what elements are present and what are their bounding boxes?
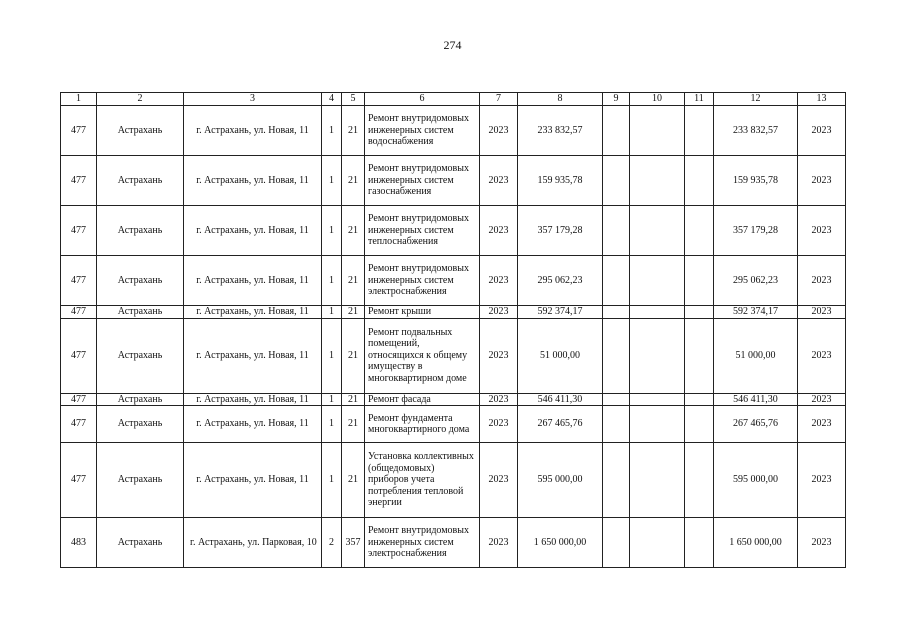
col10-cell [630, 206, 685, 256]
col5-cell: 21 [342, 318, 365, 393]
total-cost-cell: 592 374,17 [518, 306, 603, 319]
city-cell: Астрахань [97, 443, 184, 518]
city-cell: Астрахань [97, 406, 184, 443]
table-row [61, 318, 846, 393]
total-cost-cell: 295 062,23 [518, 256, 603, 306]
table-row [61, 443, 846, 518]
col11-cell [685, 518, 714, 568]
column-number: 2 [97, 93, 184, 106]
year-cell: 2023 [480, 206, 518, 256]
work-type-cell: Ремонт крыши [365, 306, 480, 319]
table-row [61, 106, 846, 156]
col12-cost-cell: 51 000,00 [714, 318, 798, 393]
column-number: 1 [61, 93, 97, 106]
col11-cell [685, 306, 714, 319]
year-cell: 2023 [480, 156, 518, 206]
col9-cell [603, 156, 630, 206]
col10-cell [630, 393, 685, 406]
address-cell: г. Астрахань, ул. Новая, 11 [184, 106, 322, 156]
col13-year-cell: 2023 [798, 106, 846, 156]
col11-cell [685, 206, 714, 256]
total-cost-cell: 1 650 000,00 [518, 518, 603, 568]
col9-cell [603, 306, 630, 319]
col4-cell: 1 [322, 306, 342, 319]
year-cell: 2023 [480, 256, 518, 306]
column-number-row [61, 93, 846, 106]
work-type-cell: Ремонт внутридомовых инженерных систем газоснабжения [365, 156, 480, 206]
col10-cell [630, 306, 685, 319]
col12-cost-cell: 1 650 000,00 [714, 518, 798, 568]
address-cell: г. Астрахань, ул. Новая, 11 [184, 256, 322, 306]
col13-year-cell: 2023 [798, 518, 846, 568]
column-number: 5 [342, 93, 365, 106]
col11-cell [685, 318, 714, 393]
row-number: 477 [61, 393, 97, 406]
col4-cell: 1 [322, 156, 342, 206]
year-cell: 2023 [480, 318, 518, 393]
total-cost-cell: 595 000,00 [518, 443, 603, 518]
row-number: 477 [61, 406, 97, 443]
address-cell: г. Астрахань, ул. Новая, 11 [184, 318, 322, 393]
year-cell: 2023 [480, 306, 518, 319]
column-number: 7 [480, 93, 518, 106]
col10-cell [630, 443, 685, 518]
col5-cell: 21 [342, 156, 365, 206]
col4-cell: 1 [322, 393, 342, 406]
work-type-cell: Ремонт внутридомовых инженерных систем теплоснабжения [365, 206, 480, 256]
col9-cell [603, 443, 630, 518]
work-type-cell: Ремонт подвальных помещений, относящихся к общему имуществу в многоквартирном доме [365, 318, 480, 393]
col12-cost-cell: 159 935,78 [714, 156, 798, 206]
column-number: 3 [184, 93, 322, 106]
row-number: 477 [61, 306, 97, 319]
row-number: 477 [61, 318, 97, 393]
col13-year-cell: 2023 [798, 406, 846, 443]
address-cell: г. Астрахань, ул. Парковая, 10 [184, 518, 322, 568]
address-cell: г. Астрахань, ул. Новая, 11 [184, 306, 322, 319]
col4-cell: 1 [322, 318, 342, 393]
col4-cell: 1 [322, 256, 342, 306]
col13-year-cell: 2023 [798, 206, 846, 256]
col12-cost-cell: 546 411,30 [714, 393, 798, 406]
col13-year-cell: 2023 [798, 318, 846, 393]
col9-cell [603, 106, 630, 156]
table-row [61, 156, 846, 206]
col9-cell [603, 406, 630, 443]
column-number: 4 [322, 93, 342, 106]
col4-cell: 2 [322, 518, 342, 568]
col13-year-cell: 2023 [798, 306, 846, 319]
address-cell: г. Астрахань, ул. Новая, 11 [184, 156, 322, 206]
row-number: 483 [61, 518, 97, 568]
col11-cell [685, 443, 714, 518]
city-cell: Астрахань [97, 393, 184, 406]
table-row [61, 206, 846, 256]
column-number: 9 [603, 93, 630, 106]
column-number: 8 [518, 93, 603, 106]
row-number: 477 [61, 206, 97, 256]
city-cell: Астрахань [97, 156, 184, 206]
col11-cell [685, 393, 714, 406]
col9-cell [603, 206, 630, 256]
city-cell: Астрахань [97, 256, 184, 306]
row-number: 477 [61, 443, 97, 518]
column-number: 12 [714, 93, 798, 106]
address-cell: г. Астрахань, ул. Новая, 11 [184, 393, 322, 406]
col12-cost-cell: 595 000,00 [714, 443, 798, 518]
address-cell: г. Астрахань, ул. Новая, 11 [184, 406, 322, 443]
work-type-cell: Установка коллективных (общедомовых) приборов учета потребления тепловой энергии [365, 443, 480, 518]
col12-cost-cell: 357 179,28 [714, 206, 798, 256]
col12-cost-cell: 295 062,23 [714, 256, 798, 306]
city-cell: Астрахань [97, 306, 184, 319]
work-type-cell: Ремонт внутридомовых инженерных систем водоснабжения [365, 106, 480, 156]
col10-cell [630, 318, 685, 393]
row-number: 477 [61, 256, 97, 306]
col10-cell [630, 256, 685, 306]
col10-cell [630, 106, 685, 156]
total-cost-cell: 267 465,76 [518, 406, 603, 443]
total-cost-cell: 357 179,28 [518, 206, 603, 256]
year-cell: 2023 [480, 406, 518, 443]
col11-cell [685, 106, 714, 156]
total-cost-cell: 233 832,57 [518, 106, 603, 156]
col13-year-cell: 2023 [798, 393, 846, 406]
address-cell: г. Астрахань, ул. Новая, 11 [184, 443, 322, 518]
col11-cell [685, 256, 714, 306]
year-cell: 2023 [480, 518, 518, 568]
column-number: 13 [798, 93, 846, 106]
year-cell: 2023 [480, 393, 518, 406]
col11-cell [685, 406, 714, 443]
col9-cell [603, 256, 630, 306]
col13-year-cell: 2023 [798, 256, 846, 306]
work-type-cell: Ремонт внутридомовых инженерных систем электроснабжения [365, 518, 480, 568]
col10-cell [630, 518, 685, 568]
table-row [61, 518, 846, 568]
city-cell: Астрахань [97, 518, 184, 568]
page-number: 274 [443, 38, 462, 52]
col4-cell: 1 [322, 206, 342, 256]
col4-cell: 1 [322, 106, 342, 156]
total-cost-cell: 546 411,30 [518, 393, 603, 406]
table-row [61, 406, 846, 443]
col10-cell [630, 156, 685, 206]
work-type-cell: Ремонт фундамента многоквартирного дома [365, 406, 480, 443]
col4-cell: 1 [322, 443, 342, 518]
col5-cell: 21 [342, 256, 365, 306]
col13-year-cell: 2023 [798, 156, 846, 206]
table-body [61, 93, 846, 568]
col5-cell: 357 [342, 518, 365, 568]
address-cell: г. Астрахань, ул. Новая, 11 [184, 206, 322, 256]
city-cell: Астрахань [97, 318, 184, 393]
table-row [61, 393, 846, 406]
col5-cell: 21 [342, 443, 365, 518]
total-cost-cell: 51 000,00 [518, 318, 603, 393]
year-cell: 2023 [480, 443, 518, 518]
col5-cell: 21 [342, 393, 365, 406]
col13-year-cell: 2023 [798, 443, 846, 518]
column-number: 11 [685, 93, 714, 106]
total-cost-cell: 159 935,78 [518, 156, 603, 206]
col9-cell [603, 393, 630, 406]
column-number: 10 [630, 93, 685, 106]
city-cell: Астрахань [97, 106, 184, 156]
col5-cell: 21 [342, 206, 365, 256]
col5-cell: 21 [342, 106, 365, 156]
row-number: 477 [61, 106, 97, 156]
table-row [61, 306, 846, 319]
col12-cost-cell: 267 465,76 [714, 406, 798, 443]
work-type-cell: Ремонт фасада [365, 393, 480, 406]
col11-cell [685, 156, 714, 206]
col5-cell: 21 [342, 406, 365, 443]
table-row [61, 256, 846, 306]
col12-cost-cell: 233 832,57 [714, 106, 798, 156]
row-number: 477 [61, 156, 97, 206]
year-cell: 2023 [480, 106, 518, 156]
capital-repair-table [60, 92, 846, 568]
col9-cell [603, 518, 630, 568]
col9-cell [603, 318, 630, 393]
col10-cell [630, 406, 685, 443]
col5-cell: 21 [342, 306, 365, 319]
column-number: 6 [365, 93, 480, 106]
city-cell: Астрахань [97, 206, 184, 256]
col12-cost-cell: 592 374,17 [714, 306, 798, 319]
work-type-cell: Ремонт внутридомовых инженерных систем электроснабжения [365, 256, 480, 306]
col4-cell: 1 [322, 406, 342, 443]
